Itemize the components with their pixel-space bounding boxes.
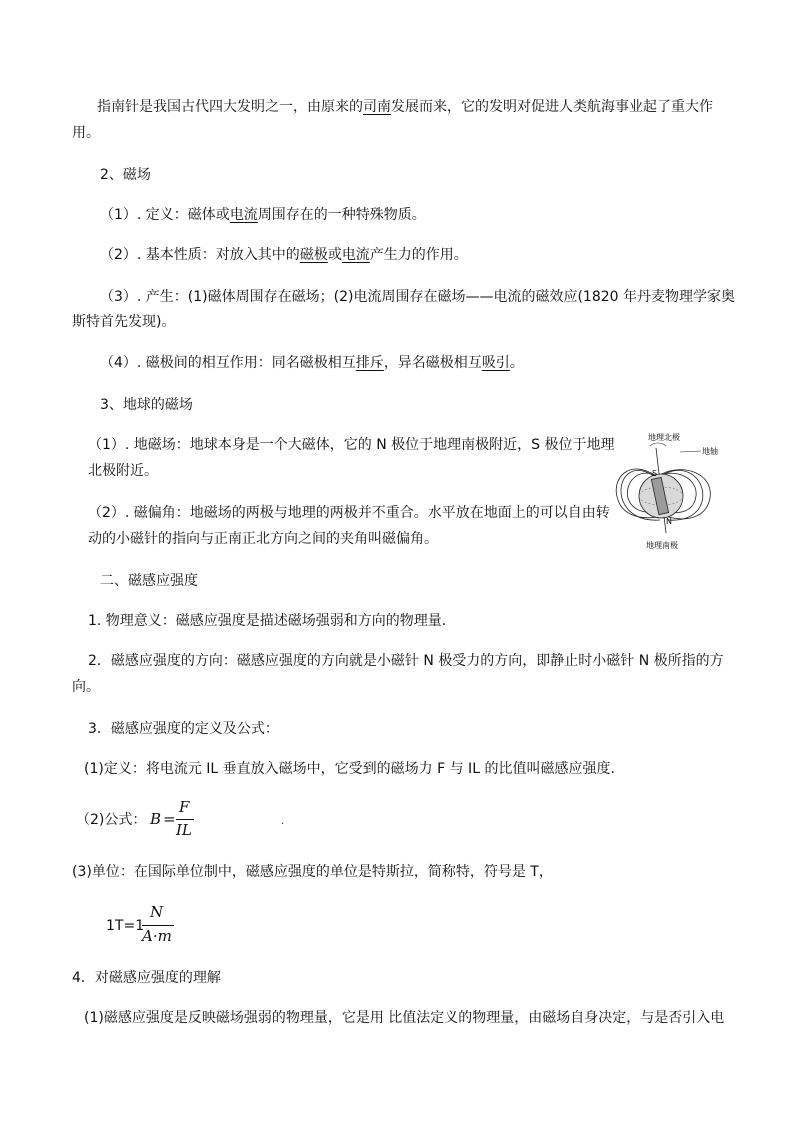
field-origin-line2: 斯特首先发现)。 [72, 314, 176, 330]
underlined-term-current: 电流 [229, 207, 258, 223]
text-segment: 或 [327, 247, 342, 263]
axis-leader-line [680, 451, 701, 452]
heading-earth-field: 3、地球的磁场 [100, 397, 193, 413]
earth-magnetic-field-figure [610, 428, 730, 550]
formula-lhs: B [150, 810, 162, 828]
formula-denominator: IL [176, 821, 192, 839]
text-segment: 周围存在的一种特殊物质。 [257, 207, 426, 223]
text-segment: 发展而来，它的发明对促进人类航海事业起了重大作 [391, 99, 713, 115]
unit-formula-numerator: N [150, 903, 164, 921]
figure-s-pole: S [652, 469, 658, 478]
b-understanding-line1: (1)磁感应强度是反映磁场强弱的物理量，它是用 比值法定义的物理量，由磁场自身决定，与是否引入电 [84, 1010, 725, 1026]
underlined-term-sinan: 司南 [363, 99, 391, 115]
earth-field-line2: 北极附近。 [88, 463, 158, 479]
b-formula-label: （2)公式： [76, 812, 147, 828]
unit-formula-lhs: 1T=1 [106, 918, 145, 934]
underlined-term-current: 电流 [341, 247, 370, 263]
text-segment: 。 [509, 355, 524, 371]
declination-line2: 动的小磁针的指向与正南正北方向之间的夹角叫磁偏角。 [88, 531, 438, 547]
formula-equals: = [163, 810, 176, 828]
b-unit: (3)单位：在国际单位制中，磁感应强度的单位是特斯拉，简称特，符号是 T， [72, 864, 553, 880]
text-segment: 产生力的作用。 [369, 247, 468, 263]
field-definition [100, 205, 426, 225]
fraction-bar [176, 819, 194, 820]
figure-axis-label: 地轴 [702, 447, 718, 456]
heading-magnetic-field: 2、磁场 [100, 167, 151, 183]
paragraph-compass-line1 [97, 97, 713, 117]
text-segment: 指南针是我国古代四大发明之一，由原来的 [97, 99, 363, 115]
b-definition: (1)定义：将电流元 IL 垂直放入磁场中，它受到的磁场力 F 与 IL 的比值叫磁感应强度. [84, 761, 615, 777]
declination-line1: （2）. 磁偏角：地磁场的两极与地理的两极并不重合。水平放在地面上的可以自由转 [88, 505, 610, 521]
underlined-term-repel: 排斥 [355, 355, 384, 371]
unit-fraction-bar [142, 925, 174, 926]
heading-magnetic-induction: 二、磁感应强度 [100, 573, 198, 589]
text-segment: ，异名磁极相互 [383, 355, 482, 371]
b-physical-meaning: 1. 物理意义：磁感应强度是描述磁场强弱和方向的物理量． [88, 613, 456, 629]
pole-interaction [100, 353, 524, 373]
formula-dot: . [281, 816, 285, 827]
underlined-term-attract: 吸引 [481, 355, 510, 371]
formula-numerator: F [179, 798, 190, 816]
b-direction-line1: 2．磁感应强度的方向：磁感应强度的方向就是小磁针 N 极受力的方向，即静止时小磁针 N 极所指的方 [88, 653, 724, 669]
field-origin-line1: （3）. 产生：(1)磁体周围存在磁场；(2)电流周围存在磁场——电流的磁效应(1820 年丹麦物理学家奥 [100, 289, 736, 305]
field-basic-property [100, 245, 468, 265]
figure-north-label: 地理北极 [648, 433, 680, 442]
b-understanding-heading: 4．对磁感应强度的理解 [72, 970, 221, 986]
figure-n-pole: N [666, 517, 672, 526]
paragraph-compass-line2: 用。 [72, 125, 100, 141]
text-segment: （4）. 磁极间的相互作用：同名磁极相互 [100, 355, 356, 371]
b-direction-line2: 向。 [72, 679, 100, 695]
unit-formula-denominator: A·m [142, 927, 172, 945]
earth-field-line1: （1）. 地磁场：地球本身是一个大磁体，它的 N 极位于地理南极附近，S 极位于地理 [88, 437, 615, 453]
text-segment: （1）. 定义：磁体或 [100, 207, 230, 223]
figure-south-label: 地理南极 [646, 541, 678, 550]
underlined-term-pole: 磁极 [299, 247, 328, 263]
text-segment: （2）. 基本性质：对放入其中的 [100, 247, 300, 263]
rotation-arrow [650, 443, 666, 446]
b-definition-heading: 3．磁感应强度的定义及公式： [88, 721, 279, 737]
